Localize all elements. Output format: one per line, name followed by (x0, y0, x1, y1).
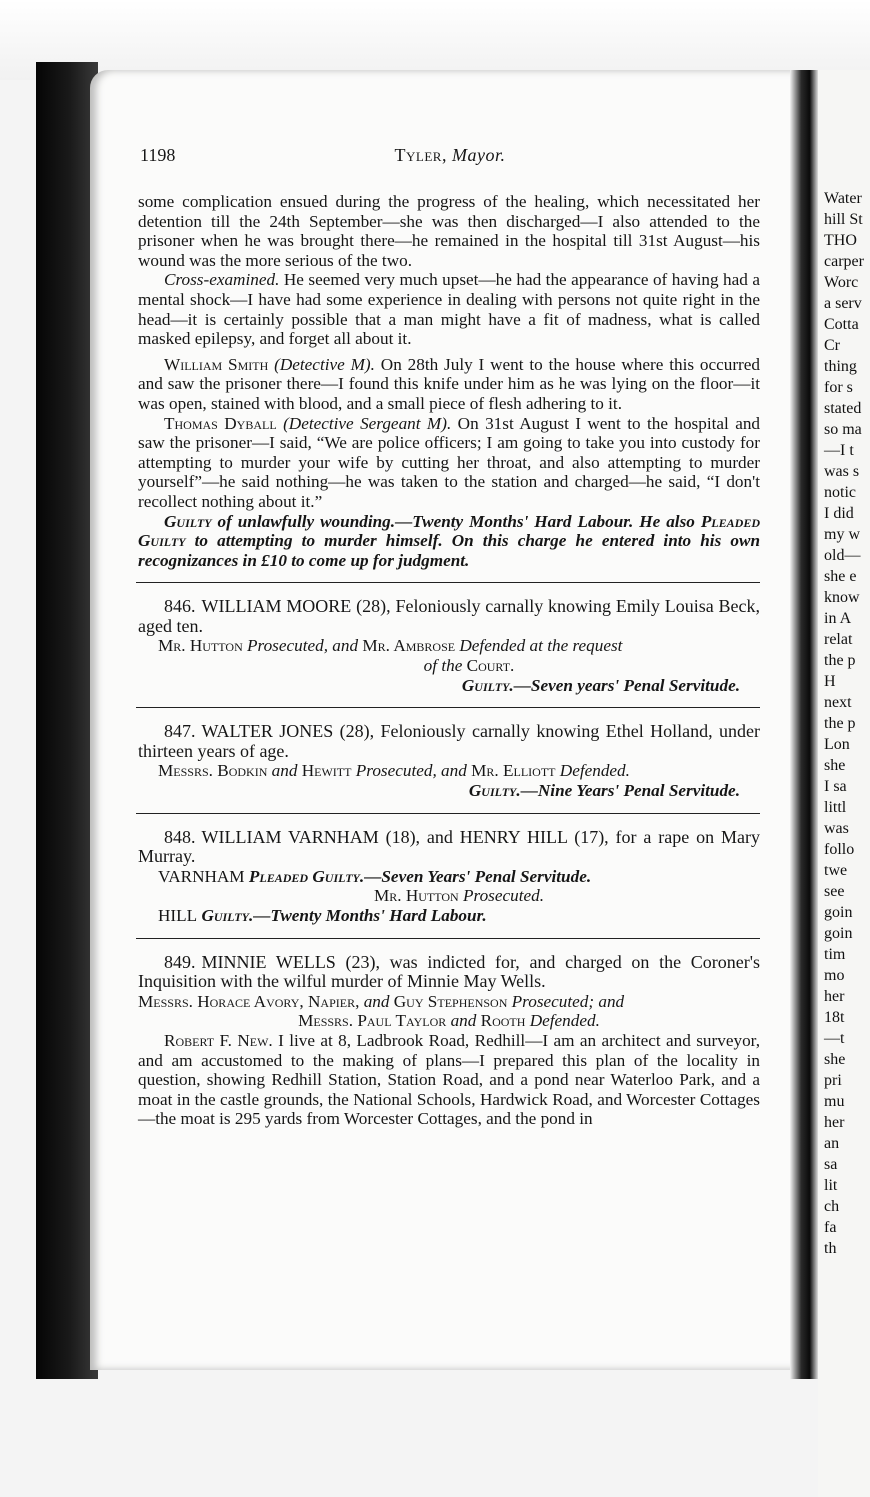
verdict-paragraph (138, 512, 760, 571)
case-849 (138, 953, 760, 1129)
facing-page-fragment: I did (824, 505, 854, 522)
defence-counsel: Messrs. Paul Taylor (298, 1011, 447, 1031)
facing-page-fragment: next (824, 694, 852, 711)
running-head-name: Tyler, (394, 145, 447, 165)
verdict-guilty: Guilty. (461, 675, 514, 695)
prosecution-counsel: Guy Stephenson (393, 991, 508, 1011)
facing-page-fragment: littl (824, 799, 847, 816)
facing-page-fragment: twe (824, 862, 848, 879)
plea-line (138, 867, 760, 887)
facing-page-fragment: her (824, 988, 845, 1005)
verdict-text: to attempting to murder himself. On this charge he entered into his own recognizances in £10 to come up for judgment. (138, 531, 760, 570)
counsel-line (138, 992, 760, 1012)
paragraph-cross-examination (138, 270, 760, 348)
facing-page-fragment: relat (824, 631, 853, 648)
running-head-title: Mayor. (451, 145, 506, 165)
defence-counsel: Mr. Elliott (471, 761, 556, 781)
facing-page-fragment: Lon (824, 736, 850, 753)
facing-page-fragment: follo (824, 841, 855, 858)
witness-role: (Detective M). (274, 354, 375, 374)
facing-page-fragment: old— (824, 547, 861, 564)
counsel-role: Defended at the request (455, 636, 623, 656)
case-verdict (138, 906, 760, 926)
facing-page-fragment: my w (824, 526, 860, 543)
case-848 (138, 828, 760, 926)
facing-page-fragment: her (824, 1114, 845, 1131)
sentence-text: —Seven years' Penal Servitude. (513, 675, 740, 695)
facing-page-fragment: know (824, 589, 860, 606)
defendant-name: HILL (158, 906, 198, 925)
witness-name: William Smith (164, 354, 269, 374)
prosecution-counsel: Mr. Hutton (373, 886, 459, 906)
prosecution-counsel: Messrs. Horace Avory, Napier, (138, 991, 360, 1011)
case-heading (138, 722, 760, 761)
case-847 (138, 722, 760, 800)
facing-page-fragment: ch (824, 1198, 840, 1215)
facing-page-fragment: goin (824, 904, 853, 921)
facing-page-fragment: Cotta (824, 316, 859, 333)
verdict-guilty: Guilty. (468, 781, 521, 801)
defendant-name: WILLIAM VARNHAM (201, 826, 379, 847)
prosecution-counsel: Mr. Hutton (158, 636, 243, 656)
case-number: 846. (164, 596, 196, 617)
case-number: 848. (164, 826, 196, 847)
facing-page-fragment: she e (824, 568, 857, 585)
case-divider (136, 582, 760, 583)
counsel-line (138, 761, 760, 781)
facing-page-fragment: the p (824, 715, 856, 732)
facing-page-fragment: an (824, 1135, 840, 1152)
page-body (138, 192, 760, 1129)
verdict-guilty: Guilty (164, 511, 212, 531)
witness-text: I live at 8, Ladbrook Road, Redhill—I am an architect and surveyor, and am accustomed to the making of plans—I prepared this plan of the locality in question, showing Redhill Station, Station Road, and a pond near Waterloo Park, and a moat in the castle grounds, the National Schools, Hardwick Road, and Worcester Cottages—the moat is 295 yards from Worcester Cottages, and the pond in (138, 1030, 760, 1129)
sentence-text: —Twenty Months' Hard Labour. (253, 906, 487, 925)
case-number: 849. (164, 951, 196, 972)
facing-page-fragment: lit (824, 1177, 838, 1194)
charge-text: (23), was indicted for, and charged on the Coroner's Inquisition with the wilful murder of Minnie May Wells. (138, 951, 760, 992)
defendant-name: HENRY HILL (459, 826, 568, 847)
facing-page-fragment: she (824, 757, 846, 774)
counsel-line (138, 636, 760, 656)
case-heading (138, 597, 760, 636)
verdict-guilty: Guilty. (201, 906, 254, 925)
witness-role: (Detective Sergeant M). (283, 413, 452, 433)
paragraph-continuation: some complication ensued during the progress of the healing, which necessitated her detention till the 24th September—she was then discharged—I also attended to the prisoner when he was brought there—he remained in the hospital till 31st August—his wound was the more serious of the two. (138, 192, 760, 270)
facing-page-fragment: pri (824, 1072, 842, 1089)
paragraph-witness-dyball (138, 414, 760, 512)
counsel-line (138, 886, 760, 906)
counsel-role: Defended. (555, 761, 630, 781)
case-divider (136, 938, 760, 939)
sentence-text: —Seven Years' Penal Servitude. (364, 866, 592, 886)
charge-text: (18), and (378, 826, 460, 847)
counsel-line-cont (138, 656, 760, 676)
page-header (140, 145, 760, 171)
counsel-conjunction: and (446, 1011, 481, 1031)
counsel-role: Prosecuted, and (351, 761, 472, 781)
facing-page-fragment: carper (824, 253, 864, 270)
charge-text: (28), Feloniously carnally knowing Ethel Holland, under thirteen years of age. (138, 721, 760, 761)
case-verdict (138, 676, 760, 696)
case-number: 847. (164, 721, 196, 742)
verdict-pleaded-guilty: Pleaded Guilty (138, 511, 760, 551)
counsel-role: of the (423, 656, 467, 676)
prosecution-counsel: Messrs. Bodkin (158, 761, 268, 781)
defendant-name: WALTER JONES (201, 721, 334, 742)
facing-page-fragment: mu (824, 1093, 845, 1110)
charge-text: (17), for a rape on Mary Murray. (138, 826, 760, 867)
facing-page-fragment: in A (824, 610, 852, 627)
witness-name: Thomas Dyball (164, 413, 277, 433)
case-verdict (138, 781, 760, 801)
facing-page-fragment: —I t (824, 442, 854, 459)
defence-counsel: Mr. Ambrose (362, 636, 456, 656)
sentence-text: —Nine Years' Penal Servitude. (520, 781, 740, 801)
counsel-role: Prosecuted, and (242, 636, 363, 656)
page-gutter (790, 70, 818, 1379)
cross-examination-text: He seemed very much upset—he had the appearance of having had a mental shock—I have had some experience in dealing with persons not quite right in the head—it is certainly possible that a man might have a fit of madness, what is called masked epilepsy, and forget all about it. (138, 270, 760, 349)
paragraph-witness-smith (138, 355, 760, 414)
facing-page-fragment: see (824, 883, 845, 900)
facing-page-fragment: Cr (824, 337, 840, 354)
book-binding (36, 62, 98, 1379)
defendant-name: VARNHAM (158, 866, 245, 886)
witness-text: On 28th July I went to the house where this occurred and saw the prisoner there—I found this knife under him as he was lying on the floor—it was open, stained with blood, and a small piece of flesh adhering to it. (138, 354, 761, 413)
defendant-name: WILLIAM MOORE (201, 596, 352, 617)
facing-page-fragment: she (824, 1051, 846, 1068)
case-divider (136, 707, 760, 708)
facing-page-fragment: hill St (824, 211, 863, 228)
facing-page-fragment: Water (824, 190, 862, 207)
defendant-name: MINNIE WELLS (201, 951, 336, 972)
facing-page-fragment: stated (824, 400, 862, 417)
case-heading (138, 828, 760, 867)
case-846 (138, 597, 760, 695)
facing-page-fragment: sa (824, 1156, 838, 1173)
cross-examined-label: Cross-examined. (164, 270, 280, 290)
facing-page-fragment: tim (824, 946, 846, 963)
facing-page-edge (818, 70, 870, 1497)
plea-label: Pleaded Guilty. (248, 866, 365, 886)
verdict-text: of unlawfully wounding.—Twenty Months' Hard Labour. He also (211, 511, 701, 531)
facing-page-fragment: goin (824, 925, 853, 942)
charge-text: (28), Feloniously carnally knowing Emily Louisa Beck, aged ten. (138, 596, 761, 636)
counsel-conjunction: and (359, 991, 394, 1011)
facing-page-fragment: so ma (824, 421, 862, 438)
paragraph-witness-new (138, 1031, 760, 1129)
counsel-role: Defended. (525, 1011, 600, 1031)
top-margin (0, 0, 870, 80)
case-heading (138, 953, 760, 992)
facing-page-fragment: the p (824, 652, 856, 669)
facing-page-fragment: THO (824, 232, 857, 249)
facing-page-fragment: mo (824, 967, 845, 984)
facing-page-fragment: Worc (824, 274, 859, 291)
facing-page-fragment: —t (824, 1030, 845, 1047)
counsel-line (138, 1011, 760, 1031)
counsel-role: Prosecuted; and (507, 991, 625, 1011)
facing-page-fragment: was s (824, 463, 860, 480)
counsel-role: Prosecuted. (458, 886, 544, 906)
witness-text: On 31st August I went to the hospital and saw the prisoner—I said, “We are police officers; I am going to take you into custody for attempting to murder your wife by cutting her throat, and also attempting to murder yourself”—he said nothing—he was taken to the station and charged—he said, “I don't recollect nothing about it.” (138, 413, 761, 511)
page-number: 1198 (140, 145, 176, 165)
facing-page-fragment: was (824, 820, 849, 837)
facing-page-fragment: thing (824, 358, 857, 375)
facing-page-fragment: notic (824, 484, 856, 501)
running-head (140, 145, 760, 166)
facing-page-fragment: a serv (824, 295, 862, 312)
facing-page-fragment: I sa (824, 778, 847, 795)
facing-page-fragment: th (824, 1240, 837, 1257)
facing-page-fragment: fa (824, 1219, 837, 1236)
counsel-conjunction: and (267, 761, 302, 781)
case-divider (136, 813, 760, 814)
witness-name: Robert F. New. (164, 1030, 273, 1050)
prosecution-counsel: Hewitt (301, 761, 352, 781)
court-label: Court. (466, 656, 515, 676)
defence-counsel: Rooth (480, 1011, 526, 1031)
facing-page-fragment: H (824, 673, 836, 690)
facing-page-fragment: for s (824, 379, 853, 396)
facing-page-fragment: 18t (824, 1009, 845, 1026)
